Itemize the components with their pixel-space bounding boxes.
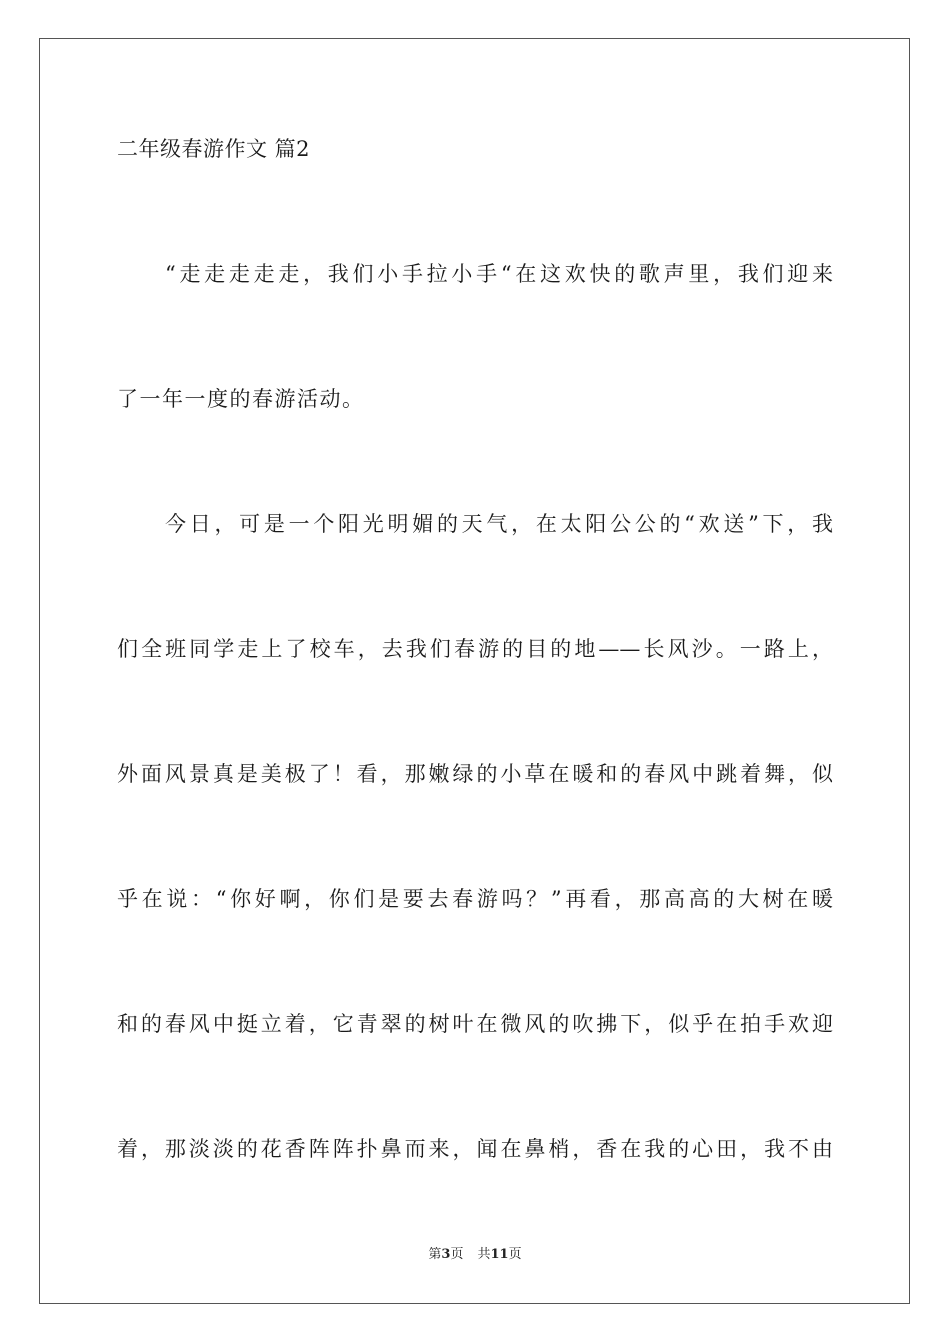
paragraph-2-line-1: 今日，可是一个阳光明媚的天气，在太阳公公的“欢送”下，我: [165, 512, 833, 536]
footer-total-prefix: 共: [477, 1247, 491, 1262]
page-border: [39, 38, 910, 1304]
paragraph-2-line-6: 着，那淡淡的花香阵阵扑鼻而来，闻在鼻梢，香在我的心田，我不由: [117, 1137, 833, 1161]
document-heading: 二年级春游作文 篇2: [117, 137, 311, 161]
paragraph-1-line-1: “走走走走走，我们小手拉小手“在这欢快的歌声里，我们迎来: [165, 262, 833, 286]
footer-page-number: 3: [441, 1247, 451, 1262]
paragraph-2-line-3: 外面风景真是美极了！看，那嫩绿的小草在暖和的春风中跳着舞，似: [117, 762, 833, 786]
page-footer: [0, 1246, 950, 1264]
footer-page-suffix: 页: [450, 1247, 464, 1262]
paragraph-2-line-4: 乎在说：“你好啊，你们是要去春游吗？”再看，那高高的大树在暖: [117, 887, 833, 911]
footer-total-number: 11: [490, 1247, 509, 1262]
footer-page-prefix: 第: [428, 1247, 442, 1262]
paragraph-2-line-5: 和的春风中挺立着，它青翠的树叶在微风的吹拂下，似乎在拍手欢迎: [117, 1012, 833, 1036]
paragraph-2-line-2: 们全班同学走上了校车，去我们春游的目的地——长风沙。一路上，: [117, 637, 833, 661]
footer-total-suffix: 页: [508, 1247, 522, 1262]
paragraph-1-line-2: 了一年一度的春游活动。: [117, 387, 365, 411]
